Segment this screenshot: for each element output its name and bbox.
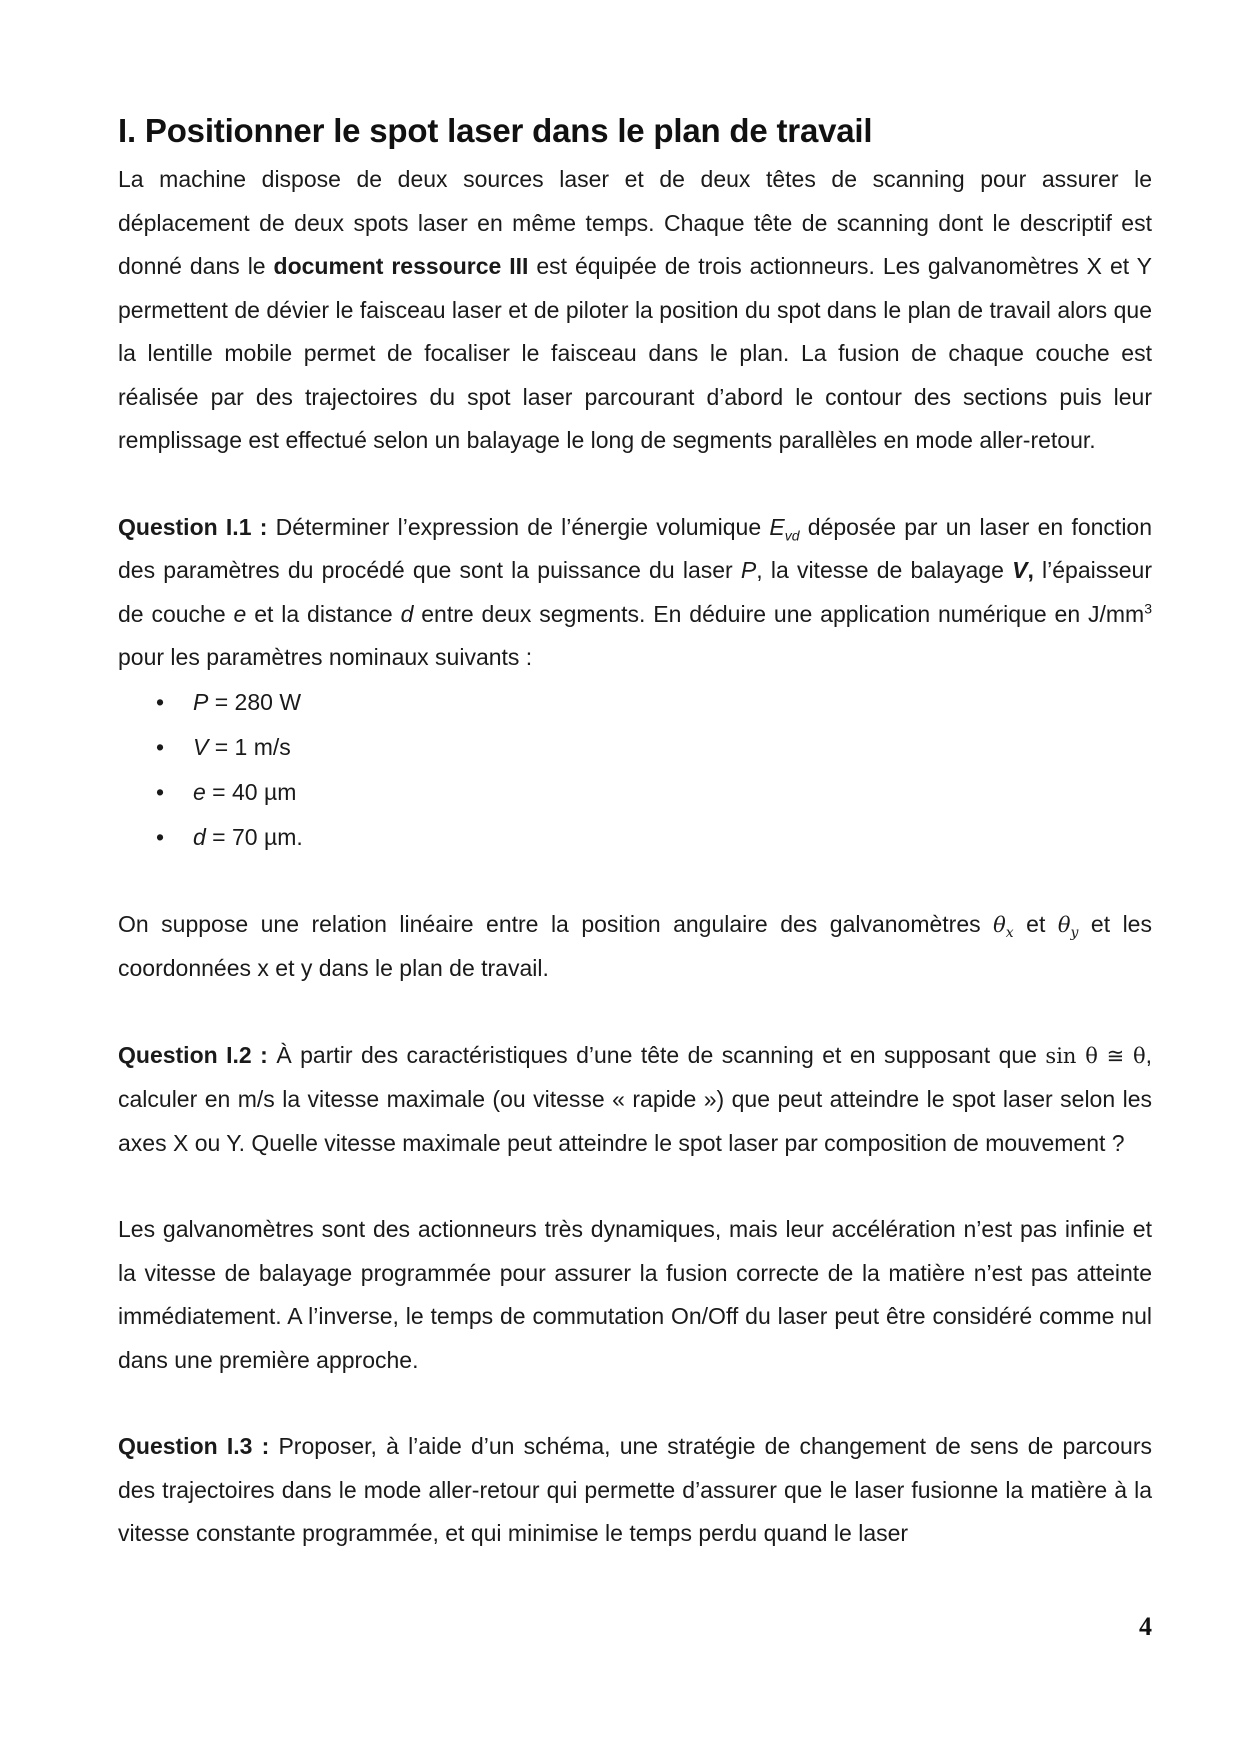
list-item: • e = 40 µm: [156, 778, 297, 805]
question-1-label: Question I.1 :: [118, 513, 268, 540]
galvanometer-paragraph: Les galvanomètres sont des actionneurs très dynamiques, mais leur accélération n’est pas infinie et la vitesse de balayage programmée pour assurer la fusion correcte de la matière n’est pas atteinte immédiatement. A l’inverse, le temps de commutation On/Off du laser peut être considéré comme nul dans une première approche.: [118, 1216, 1152, 1373]
intro-paragraph: [118, 158, 1152, 463]
p-symbol: P: [740, 557, 757, 583]
e-symbol: e: [233, 600, 247, 627]
unit-exponent: 3: [1144, 599, 1153, 616]
question-2-label: Question I.2 :: [118, 1041, 268, 1068]
list-item: • V = 1 m/s: [156, 733, 291, 760]
page-number: 4: [1139, 1612, 1152, 1641]
question-1-paragraph: Question I.1 : Déterminer l’expression de l’énergie volumique $E_{vd}$ déposée par un laser en fonction des paramètres du procédé que sont la puissance du laser P, la vitesse de balayage V, l’épaisseur de couche e et la distance d entre deux segments. En déduire une application numérique en $J/mm^3$ pour les paramètres nominaux suivants :: [118, 513, 1153, 670]
theta-x-symbol: $\theta_x$: [993, 912, 1014, 941]
q1-text: Déterminer l’expression de l’énergie volumique: [267, 513, 770, 540]
list-item: • d = 70 µm.: [156, 823, 303, 850]
question-3-label: Question I.3 :: [118, 1433, 270, 1459]
approximation-formula: sin θ ≅ θ: [1045, 1043, 1146, 1068]
document-reference: document ressource III: [273, 253, 529, 279]
d-symbol: d: [400, 600, 414, 627]
parameter-list: [118, 680, 1152, 860]
linear-relation-paragraph: On suppose une relation linéaire entre la position angulaire des galvanomètres $\theta_x$ et $\theta_y$ et les coordonnées x et y dans le plan de travail.: [118, 910, 1152, 981]
v-symbol: V: [1012, 557, 1028, 583]
question-2-paragraph: Question I.2 : À partir des caractéristiques d’une tête de scanning et en supposant que sin θ ≅ θ, calculer en m/s la vitesse maximale (ou vitesse « rapide ») que peut atteindre le spot laser selon les axes X ou Y. Quelle vitesse maximale peut atteindre le spot laser par composition de mouvement ?: [118, 1041, 1152, 1156]
intro-text: La machine dispose de deux sources laser et de deux têtes de scanning pour assurer le déplacement de deux spots laser en même temps. Chaque tête de scanning dont le descriptif est donné dans le: [118, 166, 1152, 279]
section-title: I. Positionner le spot laser dans le plan de travail: [118, 112, 873, 149]
intro-text-cont: est équipée de trois actionneurs. Les galvanomètres X et Y permettent de dévier le faisceau laser et de piloter la position du spot dans le plan de travail alors que la lentille mobile permet de focaliser le faisceau dans le plan. La fusion de chaque couche est réalisée par des trajectoires du spot laser parcourant d’abord le contour des sections puis leur remplissage est effectué selon un balayage le long de segments parallèles en mode aller-retour.: [118, 253, 1152, 453]
evd-symbol: $E_{vd}$: [769, 513, 800, 544]
list-item: • P = 280 W: [156, 688, 302, 715]
document-page: [118, 112, 1152, 1556]
question-3-paragraph: Question I.3 : Proposer, à l’aide d’un schéma, une stratégie de changement de sens de parcours des trajectoires dans le mode aller-retour qui permette d’assurer que le laser fusionne la matière à la vitesse constante programmée, et qui minimise le temps perdu quand le laser: [118, 1433, 1153, 1546]
theta-y-symbol: $\theta_y$: [1057, 912, 1079, 941]
